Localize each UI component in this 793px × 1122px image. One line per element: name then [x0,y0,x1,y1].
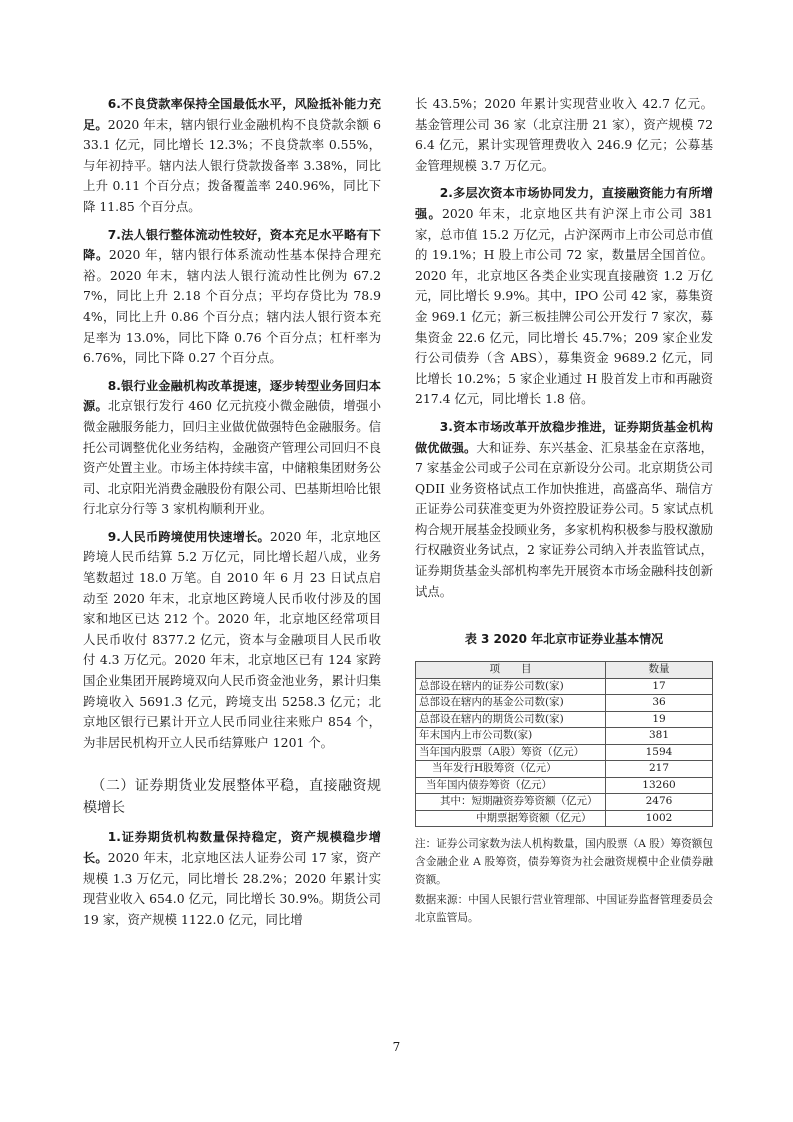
paragraph-body: 大和证券、东兴基金、汇泉基金在京落地，7 家基金公司或子公司在京新设分公司。北京期货公司 QDII 业务资格试点工作加快推进，高盛高华、瑞信方正证券公司获准变更为外资控股证券公司。5 家试点机构合规开展基金投顾业务，多家机构积极参与股权激励行权融资业务试点，2 家证券公司纳入并表监管试点，证券期货基金头部机构率先开展资本市场金融科技创新试点。 [415,439,714,599]
page-number: 7 [392,1040,401,1054]
paragraph-reform [83,376,381,520]
right-column [415,94,713,927]
table-row [416,744,713,761]
paragraph-heading: 3.资本市场改革开放稳步推进，证券期货基金机构做优做强。 [415,419,713,455]
table-cell-label: 年末国内上市公司数(家) [416,728,606,745]
paragraph-opening [415,417,713,602]
paragraph-heading: 6.不良贷款率保持全国最低水平，风险抵补能力充足。 [83,97,381,132]
table-cell-value: 2476 [606,794,713,811]
table-cell-label: 总部设在辖内的证券公司数(家) [416,678,606,695]
table-cell-value: 36 [606,695,713,712]
section-heading: （二）证券期货业发展整体平稳，直接融资规模增长 [83,778,381,817]
paragraph-body: 2020 年，北京地区跨境人民币结算 5.2 万亿元，同比增长超八成，业务笔数超过 18.0 万笔。自 2010 年 6 月 23 日试点启动至 2020 年末，北京地区跨境人民币收付涉及的国家和地区已达 212 个。2020 年，北京地区经常项目人民币收付 8377.2 亿元，资本与金融项目人民币收付 4.3 万亿元。2020 年末，北京地区已有 124 家跨国企业集团开展跨境双向人民币资金池业务，累计归集跨境收入 5691.3 亿元，跨境支出 5258.3 亿元；北京地区银行已累计开立人民币同业往来账户 854 个，为非居民机构开立人民币结算账户 1201 个。 [83,528,381,750]
paragraph-securities [83,827,381,930]
table-caption: 表 3 2020 年北京市证券业基本情况 [464,632,664,647]
table-header-count: 数量 [606,662,713,679]
securities-table [415,661,713,827]
paragraph-capital-market [415,183,713,410]
paragraph-heading: 8.银行业金融机构改革提速，逐步转型业务回归本源。 [83,378,381,414]
table-cell-label: 总部设在辖内的期货公司数(家) [416,711,606,728]
table-row [416,711,713,728]
table-row [416,761,713,778]
table-cell-value: 217 [606,761,713,778]
paragraph-body: 2020 年，辖内银行体系流动性基本保持合理充裕。2020 年末，辖内法人银行流动性比例为 67.27%，同比上升 2.18 个百分点；平均存贷比为 78.94%，同比上升 0.86 个百分点；辖内法人银行资本充足率为 13.0%，同比下降 0.76 个百分点；杠杆率为 6.76%，同比下降 0.27 个百分点。 [83,247,381,366]
table-row [416,810,713,827]
table-row [416,695,713,712]
table-row [416,678,713,695]
table-note: 注：证券公司家数为法人机构数量，国内股票（A 股）筹资额包含金融企业 A 股筹资，债券筹资为社会融资规模中企业债券融资额。 [415,838,713,887]
table-row [416,777,713,794]
table-cell-value: 1594 [606,744,713,761]
table-cell-label: 中期票据筹资额（亿元） [416,810,606,827]
paragraph-rmb [83,527,381,754]
table-row [416,794,713,811]
table-cell-label: 其中：短期融资券筹资额（亿元） [416,794,606,811]
paragraph-body: 北京银行发行 460 亿元抗疫小微金融债，增强小微金融服务能力，回归主业做优做强特色金融服务。信托公司调整优化业务结构，金融资产管理公司回归不良资产处置主业。市场主体持续丰富，中储粮集团财务公司、北京阳光消费金融股份有限公司、巴基斯坦哈比银行北京分行等 3 家机构顺利开业。 [83,398,381,517]
left-column [83,94,381,930]
table-cell-value: 1002 [606,810,713,827]
paragraph-npl [83,94,381,218]
paragraph-body: 2020 年末，北京地区法人证券公司 17 家，资产规模 1.3 万亿元，同比增长 28.2%；2020 年累计实现营业收入 654.0 亿元，同比增长 30.9%。期货公司 19 家，资产规模 1122.0 亿元，同比增 [83,850,381,927]
table-cell-label: 总部设在辖内的基金公司数(家) [416,695,606,712]
paragraph-heading: 7.法人银行整体流动性较好，资本充足水平略有下降。 [83,227,381,263]
paragraph-body: 2020 年末，北京地区共有沪深上市公司 381 家，总市值 15.2 万亿元，占沪深两市上市公司总市值的 19.1%；H 股上市公司 72 家，数量居全国首位。2020 年，北京地区各类企业实现直接融资 1.2 万亿元，同比增长 9.9%。其中，IPO 公司 42 家，募集资金 969.1 亿元；新三板挂牌公司公开发行 7 家次，募集资金 22.6 亿元，同比增长 45.7%；209 家企业发行公司债券（含 ABS），募集资金 9689.2 亿元，同比增长 10.2%；5 家企业通过 H 股首发上市和再融资 217.4 亿元，同比增长 1.8 倍。 [415,205,714,407]
table-cell-value: 17 [606,678,713,695]
paragraph-securities-cont: 长 43.5%；2020 年累计实现营业收入 42.7 亿元。基金管理公司 36 家（北京注册 21 家），资产规模 726.4 亿元，累计实现管理费收入 246.9 亿元；公募基金管理规模 3.7 万亿元。 [415,96,713,173]
paragraph-body: 2020 年末，辖内银行业金融机构不良贷款余额 633.1 亿元，同比增长 12.3%；不良贷款率 0.55%，与年初持平。辖内法人银行贷款拨备率 3.38%，同比上升 0.11 个百分点；拨备覆盖率 240.96%，同比下降 11.85 个百分点。 [83,116,382,214]
paragraph-heading: 1.证券期货机构数量保持稳定，资产规模稳步增长。 [83,830,381,865]
table-cell-label: 当年国内债券筹资（亿元） [416,777,606,794]
table-cell-label: 当年国内股票（A股）筹资（亿元） [416,744,606,761]
table-cell-value: 19 [606,711,713,728]
table-header-row [416,662,713,679]
paragraph-liquidity [83,225,381,369]
table-cell-value: 13260 [606,777,713,794]
data-source-note: 数据来源：中国人民银行营业管理部、中国证券监督管理委员会北京监管局。 [415,894,713,925]
table-row [416,728,713,745]
table-header-item: 项 目 [416,662,606,679]
paragraph-heading: 2.多层次资本市场协同发力，直接融资能力有所增强。 [415,186,713,221]
paragraph-heading: 9.人民币跨境使用快速增长。 [107,529,270,544]
table-cell-label: 当年发行H股筹资（亿元） [416,761,606,778]
table-cell-value: 381 [606,728,713,745]
